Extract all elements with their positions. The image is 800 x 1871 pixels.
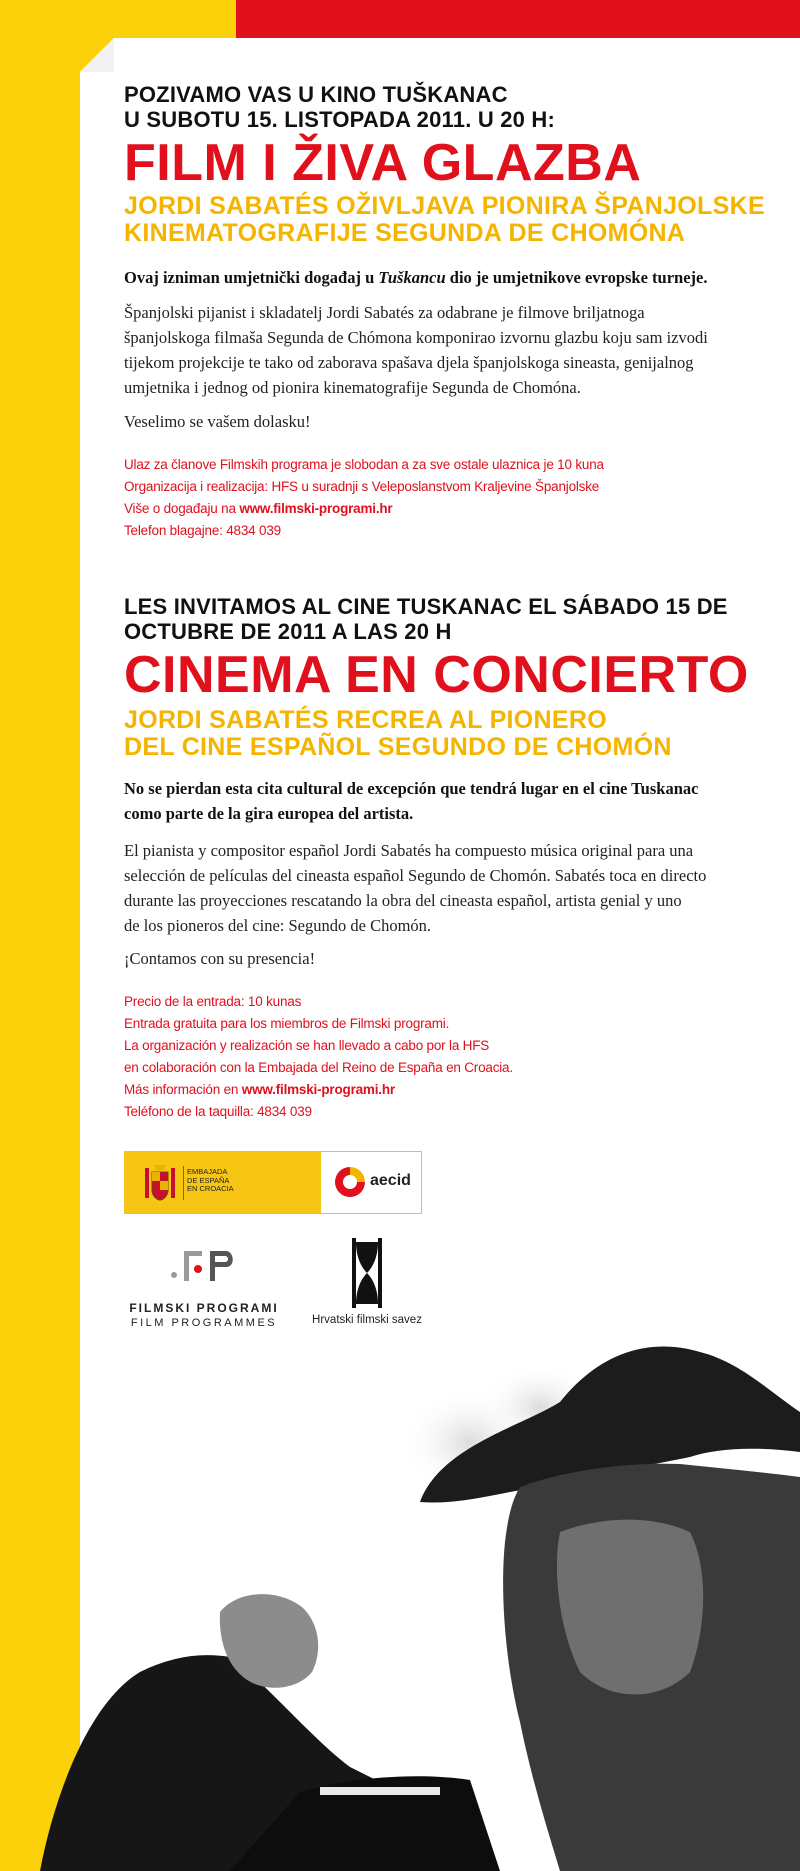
es-subtitle-line2: DEL CINE ESPAÑOL SEGUNDO DE CHOMÓN	[124, 733, 672, 761]
es-paragraph-line: de los pioneros del cine: Segundo de Chomón.	[124, 916, 432, 935]
embassy-panel	[125, 1152, 321, 1213]
es-website-link[interactable]: www.filmski-programi.hr	[241, 1082, 395, 1097]
hr-paragraph-line: Španjolski pijanist i skladatelj Jordi Sabatés za odabrane je filmove briljatnoga	[124, 303, 645, 322]
es-info-line2: Entrada gratuita para los miembros de Filmski programi.	[124, 1016, 450, 1031]
hr-invite-line1: POZIVAMO VAS U KINO TUŠKANAC	[124, 82, 508, 107]
hr-lead	[124, 265, 784, 290]
hat-man-face-light	[557, 1520, 703, 1695]
hfs-hourglass-icon	[350, 1238, 384, 1308]
top-red-strip	[236, 0, 800, 38]
es-title: CINEMA EN CONCIERTO	[124, 646, 749, 704]
hfs-logo	[312, 1238, 422, 1330]
hr-lead-em: Tuškancu	[378, 268, 446, 287]
hr-paragraph	[124, 300, 784, 400]
hr-lead-post: dio je umjetnikove evropske turneje.	[445, 268, 708, 287]
hr-info-line4: Telefon blagajne: 4834 039	[124, 523, 281, 538]
piano-keys	[320, 1787, 440, 1795]
hr-subtitle	[124, 193, 784, 247]
folded-corner	[80, 38, 114, 72]
hr-paragraph-line: umjetnika i jednog od pionira kinematografije Segunda de Chomóna.	[124, 378, 581, 397]
es-invite-line1: LES INVITAMOS AL CINE TUSKANAC EL SÁBADO 15 DE	[124, 594, 728, 619]
hfs-label: Hrvatski filmski savez	[312, 1314, 422, 1326]
hr-info-line3	[124, 498, 784, 520]
aecid-label: aecid	[370, 1172, 411, 1189]
top-yellow-strip	[80, 0, 236, 38]
hr-paragraph-line: španjolskoga filmaša Segunda de Chómona komponirao izvornu glazbu koju sam izvodi	[124, 328, 708, 347]
es-paragraph-line: El pianista y compositor español Jordi Sabatés ha compuesto música original para una	[124, 841, 694, 860]
es-info-line1: Precio de la entrada: 10 kunas	[124, 994, 302, 1009]
hr-info3-pre: Više o događaju na	[124, 501, 240, 516]
spain-coat-of-arms-icon	[141, 1162, 179, 1204]
aecid-logo-icon	[333, 1165, 367, 1199]
hr-info-line1: Ulaz za članove Filmskih programa je slobodan a za sve ostale ulaznica je 10 kuna	[124, 457, 604, 472]
embassy-label	[187, 1168, 234, 1194]
aecid-panel	[321, 1152, 421, 1213]
embassy-line2: DE ESPAÑA	[187, 1175, 230, 1185]
es-info-line4: en colaboración con la Embajada del Reino de España en Croacia.	[124, 1060, 513, 1075]
embassy-line3: EN CROACIA	[187, 1184, 234, 1193]
hr-paragraph-line: tijekom projekcije te tako od zaborava spašava djela španjolskoga sineasta, genijalnog	[124, 353, 694, 372]
hr-subtitle-line2: KINEMATOGRAFIJE SEGUNDA DE CHOMÓNA	[124, 219, 686, 247]
es-subtitle	[124, 707, 784, 761]
es-info-line3: La organización y realización se han llevado a cabo por la HFS	[124, 1038, 490, 1053]
es-paragraph	[124, 838, 784, 938]
filmski-programi-mark-icon	[164, 1245, 254, 1289]
es-lead-line1: No se pierdan esta cita cultural de excepción que tendrá lugar en el cine Tuskanac	[124, 779, 699, 798]
es-info-line6: Teléfono de la taquilla: 4834 039	[124, 1104, 312, 1119]
es-lead	[124, 776, 784, 826]
hr-closing: Veselimo se vašem dolasku!	[124, 412, 311, 431]
hr-title: FILM I ŽIVA GLAZBA	[124, 134, 642, 192]
es-closing: ¡Contamos con su presencia!	[124, 949, 316, 968]
es-lead-line2: como parte de la gira europea del artista.	[124, 804, 414, 823]
es-info-line5	[124, 1079, 784, 1101]
es-info5-pre: Más información en	[124, 1082, 242, 1097]
embassy-divider	[183, 1166, 184, 1200]
hr-invite-line2: U SUBOTU 15. LISTOPADA 2011. U 20 H:	[124, 107, 556, 132]
sponsor-bar	[124, 1151, 422, 1214]
es-invite-line2: OCTUBRE DE 2011 A LAS 20 H	[124, 619, 452, 644]
filmski-programi-label: FILMSKI PROGRAMI	[129, 1301, 279, 1315]
es-invite	[124, 594, 784, 644]
hr-website-link[interactable]: www.filmski-programi.hr	[239, 501, 393, 516]
es-subtitle-line1: JORDI SABATÉS RECREA AL PIONERO	[124, 706, 607, 734]
hr-info-line2: Organizacija i realizacija: HFS u suradnji s Veleposlanstvom Kraljevine Španjolske	[124, 479, 600, 494]
embassy-line1: EMBAJADA	[187, 1167, 228, 1176]
hr-info	[124, 454, 784, 542]
filmski-programi-logo	[124, 1245, 284, 1327]
es-paragraph-line: selección de películas del cineasta español Segundo de Chomón. Sabatés toca en directo	[124, 866, 707, 885]
film-programmes-label: FILM PROGRAMMES	[130, 1317, 278, 1329]
es-info	[124, 991, 784, 1123]
hr-lead-pre: Ovaj izniman umjetnički događaj u	[124, 268, 379, 287]
hr-invite	[124, 82, 784, 132]
es-paragraph-line: durante las proyecciones rescatando la obra del cineasta español, artista genial y uno	[124, 891, 682, 910]
hr-subtitle-line1: JORDI SABATÉS OŽIVLJAVA PIONIRA ŠPANJOLSKE	[124, 192, 765, 220]
